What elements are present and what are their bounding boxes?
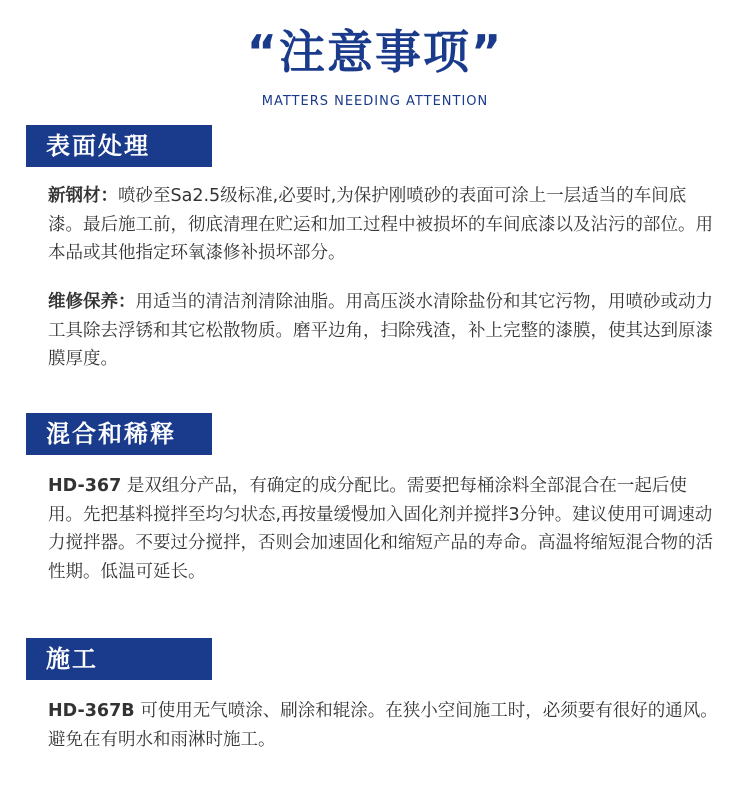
paragraph-text: 可使用无气喷涂、刷涂和辊涂。在狭小空间施工时，必须要有很好的通风。避免在有明水和雨淋时施工。 xyxy=(48,701,718,750)
paragraph-new-steel xyxy=(48,182,720,268)
paragraph-text: 喷砂至Sa2.5级标准,必要时,为保护刚喷砂的表面可涂上一层适当的车间底漆。最后施工前，彻底清理在贮运和加工过程中被损坏的车间底漆以及沾污的部位。用本品或其他指定环氧漆修补损坏部分。 xyxy=(48,186,713,263)
page-header xyxy=(0,22,750,109)
paragraph-mixing xyxy=(48,472,720,586)
section-heading-mixing-dilution: 混合和稀释 xyxy=(26,413,212,455)
paragraph-lead: 新钢材： xyxy=(48,186,118,206)
paragraph-text: 是双组分产品，有确定的成分配比。需要把每桶涂料全部混合在一起后使用。先把基料搅拌至均匀状态,再按量缓慢加入固化剂并搅拌3分钟。建议使用可调速动力搅拌器。不要过分搅拌，否则会加速固化和缩短产品的寿命。高温将缩短混合物的活性期。低温可延长。 xyxy=(48,476,713,582)
page-subtitle: MATTERS NEEDING ATTENTION xyxy=(261,94,489,109)
paragraph-lead: HD-367 xyxy=(48,476,122,496)
paragraph-maintenance xyxy=(48,288,720,374)
section-heading-surface-treatment: 表面处理 xyxy=(26,125,212,167)
paragraph-lead: HD-367B xyxy=(48,701,135,721)
page-title: “注意事项” xyxy=(246,25,504,79)
paragraph-text: 用适当的清洁剂清除油脂。用高压淡水清除盐份和其它污物，用喷砂或动力工具除去浮锈和其它松散物质。磨平边角，扫除残渣，补上完整的漆膜，使其达到原漆膜厚度。 xyxy=(48,292,713,369)
paragraph-lead: 维修保养： xyxy=(48,292,136,312)
paragraph-application xyxy=(48,697,720,754)
section-heading-application: 施工 xyxy=(26,638,212,680)
